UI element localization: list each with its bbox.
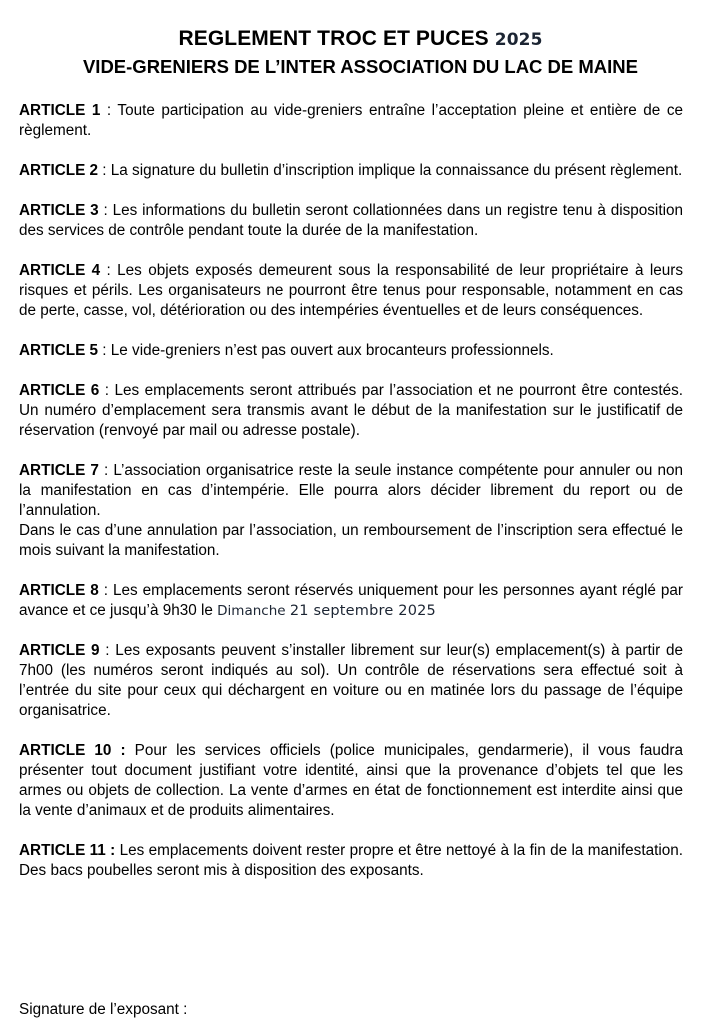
document-header xyxy=(0,26,721,79)
article-paragraph: Dans le cas d’une annulation par l’association, un remboursement de l’inscription sera effectué le mois suivant la manifestation. xyxy=(19,522,683,559)
article-label: ARTICLE 1 xyxy=(19,102,101,119)
article-9 xyxy=(19,641,683,721)
articles-list xyxy=(19,101,683,901)
document-title: REGLEMENT TROC ET PUCES xyxy=(178,27,489,50)
article-text: : L’association organisatrice reste la seule instance compétente pour annuler ou non la manifestation en cas d’intempérie. Elle pourra alors décider librement du report ou de l’annulation. xyxy=(19,462,683,519)
article-label: ARTICLE 11 : xyxy=(19,842,116,859)
article-10 xyxy=(19,741,683,821)
document-year: 2025 xyxy=(494,30,543,50)
article-3 xyxy=(19,201,683,241)
article-5 xyxy=(19,341,683,361)
article-label: ARTICLE 7 xyxy=(19,462,99,479)
article-2 xyxy=(19,161,683,181)
document-subtitle: VIDE-GRENIERS DE L’INTER ASSOCIATION DU LAC DE MAINE xyxy=(82,56,639,77)
article-text: : Les objets exposés demeurent sous la responsabilité de leur propriétaire à leurs risques et périls. Les organisateurs ne pourront être tenus pour responsable, notamment en cas de perte, casse, vol, détérioration ou des intempéries éventuelles et de leurs conséquences. xyxy=(19,262,683,319)
event-date-day: Dimanche xyxy=(217,603,286,619)
signature-label: Signature de l’exposant : xyxy=(19,1001,188,1018)
article-text: : Toute participation au vide-greniers entraîne l’acceptation pleine et entière de ce règlement. xyxy=(19,102,683,139)
article-paragraph xyxy=(19,341,683,361)
article-4 xyxy=(19,261,683,321)
article-label: ARTICLE 2 xyxy=(19,162,99,179)
article-text: : Les exposants peuvent s’installer librement sur leur(s) emplacement(s) à partir de 7h00 (les numéros seront indiqués au sol). Un contrôle de réservations sera effectué soit à l’entrée du site pour ceux qui déchargent en voiture ou en matinée lors du passage de l’équipe organisatrice. xyxy=(19,642,683,719)
article-paragraph xyxy=(19,741,683,821)
article-paragraph xyxy=(19,161,683,181)
event-date: 21 septembre 2025 xyxy=(289,603,436,619)
article-text: : La signature du bulletin d’inscription implique la connaissance du présent règlement. xyxy=(98,162,683,179)
article-label: ARTICLE 6 xyxy=(19,382,100,399)
article-text: : Le vide-greniers n’est pas ouvert aux brocanteurs professionnels. xyxy=(98,342,554,359)
article-label: ARTICLE 5 xyxy=(19,342,99,359)
article-text: : Les informations du bulletin seront collationnées dans un registre tenu à disposition des services de contrôle pendant toute la durée de la manifestation. xyxy=(19,202,683,239)
article-text: : Les emplacements seront attribués par l’association et ne pourront être contestés. Un numéro d’emplacement sera transmis avant le début de la manifestation sur le justificatif de réservation (renvoyé par mail ou adresse postale). xyxy=(19,382,683,439)
article-text: Les emplacements doivent rester propre et être nettoyé à la fin de la manifestation. Des bacs poubelles seront mis à disposition des exposants. xyxy=(19,842,683,879)
article-text: Pour les services officiels (police municipales, gendarmerie), il vous faudra présenter tout document justifiant votre identité, ainsi que la provenance d’objets tel que les armes ou objets de collection. La vente d’armes en état de fonctionnement est interdite ainsi que la vente d’animaux et de produits alimentaires. xyxy=(19,742,683,819)
article-label: ARTICLE 3 xyxy=(19,202,99,219)
article-11 xyxy=(19,841,683,881)
article-1 xyxy=(19,101,683,141)
article-paragraph xyxy=(19,101,683,141)
article-7 xyxy=(19,461,683,561)
article-paragraph xyxy=(19,261,683,321)
article-label: ARTICLE 10 : xyxy=(19,742,126,759)
article-paragraph xyxy=(19,201,683,241)
article-paragraph xyxy=(19,841,683,881)
article-label: ARTICLE 4 xyxy=(19,262,101,279)
article-paragraph xyxy=(19,581,683,621)
article-label: ARTICLE 8 xyxy=(19,582,99,599)
document-title-line xyxy=(0,26,721,53)
article-label: ARTICLE 9 xyxy=(19,642,100,659)
article-paragraph xyxy=(19,641,683,721)
article-paragraph xyxy=(19,461,683,521)
article-6 xyxy=(19,381,683,441)
article-paragraph xyxy=(19,381,683,441)
article-text: : Les emplacements seront réservés uniquement pour les personnes ayant réglé par avance et ce jusqu’à 9h30 le xyxy=(19,582,683,619)
article-8 xyxy=(19,581,683,621)
